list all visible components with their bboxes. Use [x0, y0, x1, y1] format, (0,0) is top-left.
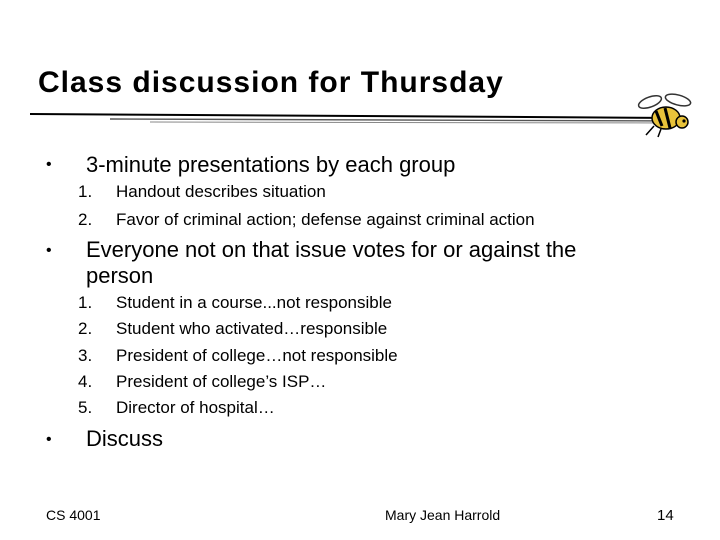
bullet-icon: • — [46, 156, 52, 173]
bullet-2-text-line1: Everyone not on that issue votes for or against the — [86, 237, 577, 262]
list-item-text: Handout describes situation — [116, 182, 326, 201]
bullet-3-text: Discuss — [86, 426, 164, 451]
list-number: 1. — [78, 293, 93, 312]
list-item-text: President of college’s ISP… — [116, 372, 327, 391]
list-number: 2. — [78, 210, 93, 229]
list-item-text: Favor of criminal action; defense against criminal action — [116, 210, 535, 229]
page-number: 14 — [657, 507, 674, 524]
bullet-1-text: 3-minute presentations by each group — [86, 152, 456, 177]
footer-course: CS 4001 — [46, 507, 101, 523]
list-number: 5. — [78, 398, 93, 417]
title-underline — [30, 112, 685, 126]
list-item — [78, 316, 387, 342]
list-item-text: President of college…not responsible — [116, 346, 398, 365]
list-number: 4. — [78, 372, 93, 391]
list-item-text: Student who activated…responsible — [116, 319, 388, 338]
bullet-icon: • — [46, 431, 52, 448]
list-number: 3. — [78, 346, 93, 365]
list-item — [78, 369, 326, 395]
list-item-text: Student in a course...not responsible — [116, 293, 392, 312]
list-item — [78, 179, 326, 205]
list-item-text: Director of hospital… — [116, 398, 275, 417]
list-item — [78, 395, 275, 421]
bullet-2-text-line2: person — [86, 263, 154, 288]
list-item — [78, 207, 535, 233]
list-item — [78, 290, 392, 316]
list-number: 1. — [78, 182, 93, 201]
slide-title: Class discussion for Thursday — [38, 66, 504, 99]
list-number: 2. — [78, 319, 93, 338]
list-item — [78, 343, 398, 369]
bullet-icon: • — [46, 242, 52, 259]
yellow-jacket-bee-icon — [636, 88, 696, 138]
footer-author: Mary Jean Harrold — [385, 507, 501, 523]
